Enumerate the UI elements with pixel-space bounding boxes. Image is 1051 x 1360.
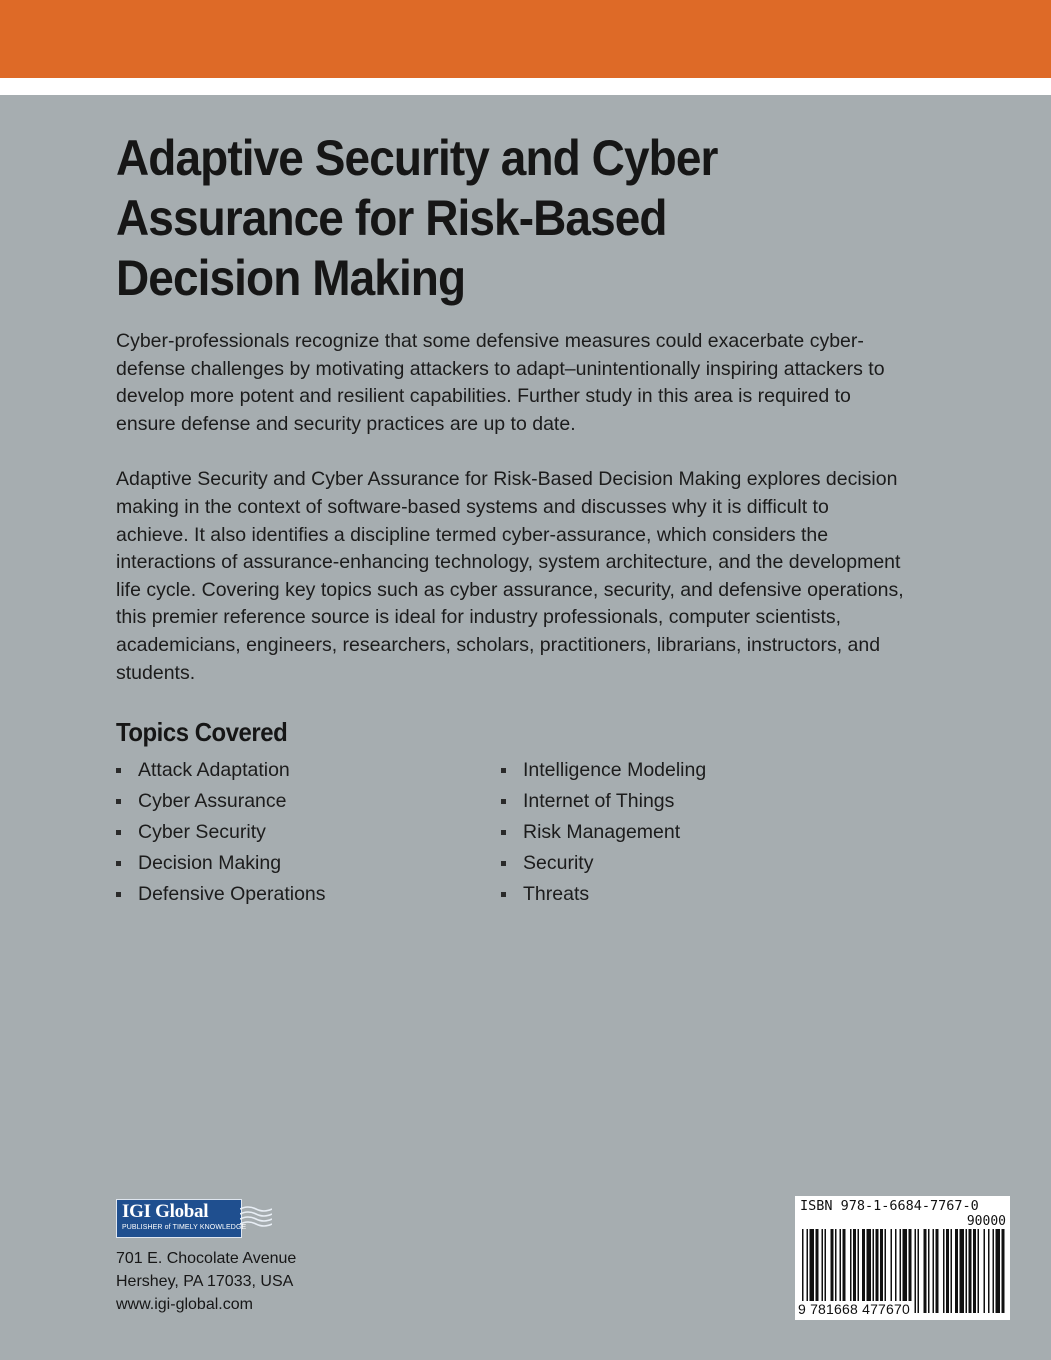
square-bullet-icon [501,768,506,773]
description-paragraph-1: Cyber-professionals recognize that some defensive measures could exacerbate cyber-defense challenges by motivating attackers to adapt–unintentionally inspiring attackers to develop more potent and resilient capabilities. Further study in this area is required to ensure defense and security practices are up to date. [116,330,885,435]
topic-label: Intelligence Modeling [523,759,707,782]
barcode-bar [993,1229,995,1313]
logo-name: IGI Global [122,1201,209,1222]
square-bullet-icon [501,830,506,835]
barcode-bar [1002,1229,1005,1313]
logo-box [116,1199,247,1238]
topic-item [116,755,326,786]
website-link[interactable]: www.igi-global.com [116,1296,253,1313]
back-cover-content [116,128,916,915]
topics-column-right [501,755,706,910]
barcode-bar [988,1229,990,1313]
barcode-bar [969,1229,972,1313]
topics-column-left [116,755,326,910]
topic-item [116,848,326,879]
white-divider-strip [0,78,1051,95]
barcode-bar [951,1229,953,1313]
isbn-barcode [795,1196,1010,1320]
topic-item [116,817,326,848]
topic-label: Defensive Operations [138,883,326,906]
square-bullet-icon [501,799,506,804]
logo-waves-icon [240,1205,272,1231]
isbn-number: ISBN 978-1-6684-7767-0 [800,1198,979,1214]
topic-label: Threats [523,883,590,906]
topic-label: Attack Adaptation [138,759,290,782]
topic-label: Internet of Things [523,790,675,813]
topics-list [116,755,916,915]
square-bullet-icon [116,830,121,835]
topic-item [116,786,326,817]
topic-label: Decision Making [138,852,282,875]
topic-label: Risk Management [523,821,681,844]
barcode-bar [928,1229,930,1313]
orange-top-band [0,0,1051,78]
barcode-bar [946,1229,949,1313]
barcode-bar [933,1229,935,1313]
topic-item [501,755,706,786]
igi-global-logo [116,1199,276,1239]
address-line: Hershey, PA 17033, USA [116,1273,294,1290]
square-bullet-icon [116,799,121,804]
barcode-bar [924,1229,927,1313]
square-bullet-icon [501,892,506,897]
topic-label: Cyber Security [138,821,266,844]
barcode-bar [973,1229,976,1313]
topic-item [501,786,706,817]
square-bullet-icon [116,768,121,773]
logo-tagline: PUBLISHER of TIMELY KNOWLEDGE [122,1224,247,1231]
topic-label: Cyber Assurance [138,790,287,813]
price-code: 90000 [966,1214,1006,1229]
square-bullet-icon [501,861,506,866]
ean-digits: 9 781668 477670 [798,1301,910,1317]
publisher-block [116,1199,296,1316]
publisher-address [116,1247,296,1316]
topic-item [501,848,706,879]
square-bullet-icon [116,892,121,897]
barcode-bar [955,1229,958,1313]
square-bullet-icon [116,861,121,866]
barcode-bar [943,1229,945,1313]
barcode-bar [978,1229,980,1313]
barcode-bar [984,1229,986,1313]
barcode-bar [996,1229,1001,1313]
topics-heading: Topics Covered [116,717,288,748]
barcode-bar [936,1229,939,1313]
topic-item [501,879,706,910]
book-title: Adaptive Security and Cyber Assurance for Risk-Based Decision Making [116,130,718,306]
barcode-bar [966,1229,968,1313]
topic-label: Security [523,852,594,875]
barcode-bar [915,1229,917,1313]
topic-item [116,879,326,910]
description-paragraph-2: Adaptive Security and Cyber Assurance for Risk-Based Decision Making explores decision making in the context of software-based systems and discusses why it is difficult to achieve. It also identifies a discipline termed cyber-assurance, which considers the interactions of assurance-enhancing technology, system architecture, and the development life cycle. Covering key topics such as cyber assurance, security, and defensive operations, this premier reference source is ideal for industry professionals, computer scientists, academicians, engineers, researchers, scholars, practitioners, librarians, instructors, and students. [116,468,904,684]
topic-item [501,817,706,848]
address-line: 701 E. Chocolate Avenue [116,1250,297,1267]
barcode-bar [918,1229,920,1313]
barcode-bar [960,1229,965,1313]
